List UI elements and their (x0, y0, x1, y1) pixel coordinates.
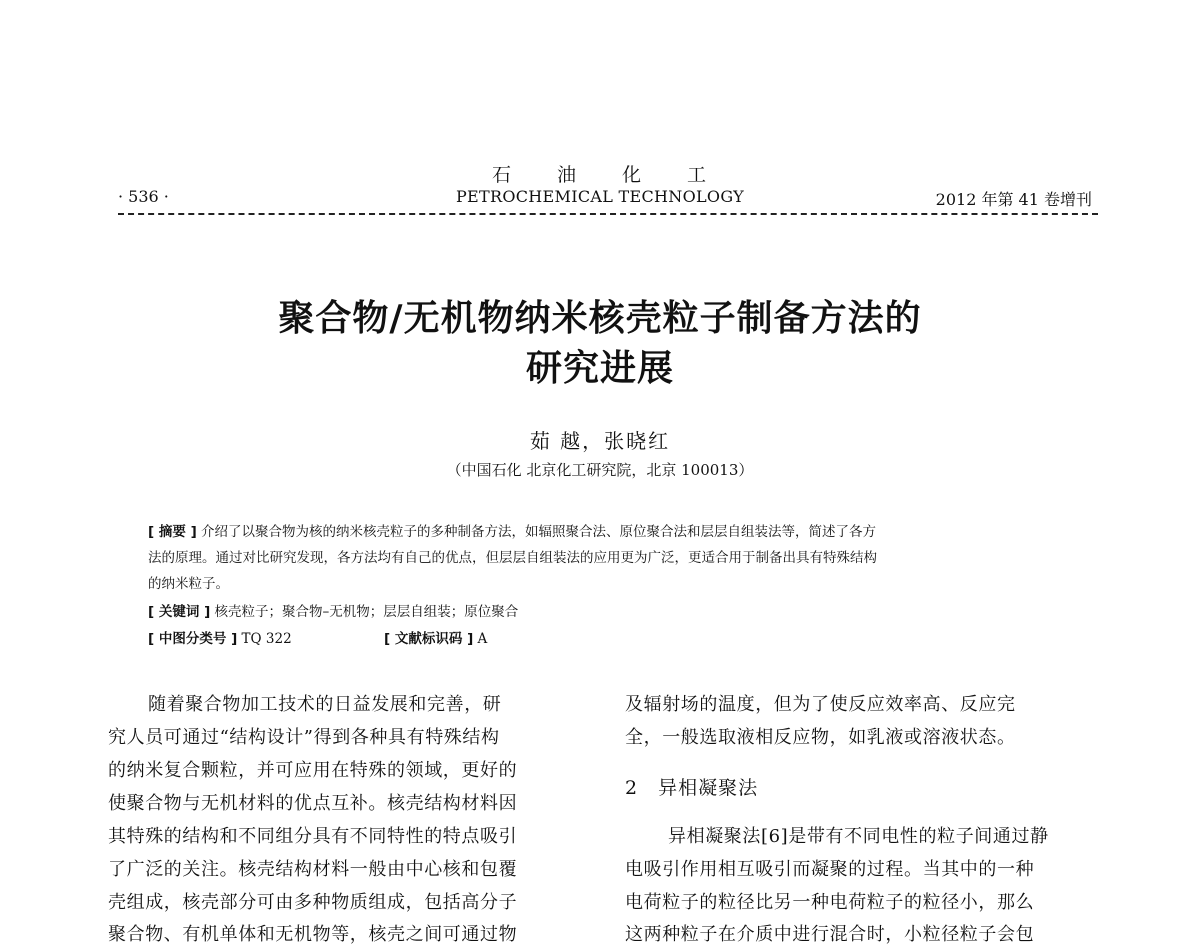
article-title-line-1: 聚合物/无机物纳米核壳粒子制备方法的 (278, 298, 922, 339)
document-code-label: [ 文献标识码 ] (384, 631, 474, 647)
header-rule (118, 213, 1098, 215)
classification-line (148, 627, 292, 647)
body-paragraph-line: 电荷粒子的粒径比另一种电荷粒子的粒径小，那么 (625, 892, 1035, 913)
body-paragraph-line: 随着聚合物加工技术的日益发展和完善，研 (148, 694, 502, 715)
issue-info: 2012 年第 41 卷增刊 (935, 190, 1092, 209)
section-heading: 2 异相凝聚法 (625, 777, 759, 799)
body-paragraph-line: 这两种粒子在介质中进行混合时，小粒径粒子会包 (625, 924, 1035, 945)
authors: 茹 越，张晓红 (529, 429, 671, 453)
keywords-label: [ 关键词 ] (148, 604, 211, 620)
body-paragraph-line: 其特殊的结构和不同组分具有不同特性的特点吸引 (108, 826, 518, 847)
journal-english-name: PETROCHEMICAL TECHNOLOGY (455, 187, 745, 206)
body-paragraph-line: 异相凝聚法[6]是带有不同电性的粒子间通过静 (668, 826, 1049, 847)
document-code-line (384, 627, 487, 647)
classification-number: TQ 322 (241, 631, 292, 647)
body-paragraph-line: 的纳米复合颗粒，并可应用在特殊的领域，更好的 (108, 760, 518, 781)
body-paragraph-line: 使聚合物与无机材料的优点互补。核壳结构材料因 (108, 793, 518, 814)
body-paragraph-line: 聚合物、有机单体和无机物等，核壳之间可通过物 (108, 924, 518, 945)
article-title-line-2: 研究进展 (525, 348, 674, 389)
abstract-line: 法的原理。通过对比研究发现，各方法均有自己的优点，但层层自组装法的应用更为广泛，更适合用于制备出具有特殊结构 (148, 550, 877, 566)
body-paragraph-line: 全，一般选取液相反应物，如乳液或溶液状态。 (625, 727, 1016, 748)
body-paragraph-line: 及辐射场的温度，但为了使反应效率高、反应完 (625, 694, 1016, 715)
abstract-line (148, 520, 876, 540)
body-paragraph-line: 电吸引作用相互吸引而凝聚的过程。当其中的一种 (625, 859, 1035, 880)
affiliation: （中国石化 北京化工研究院，北京 100013） (446, 461, 754, 479)
classification-label: [ 中图分类号 ] (148, 631, 238, 647)
body-paragraph-line: 壳组成，核壳部分可由多种物质组成，包括高分子 (108, 892, 518, 913)
journal-chinese-name: 石 油 化 工 (491, 164, 709, 186)
abstract-label: [ 摘要 ] (148, 524, 197, 540)
body-paragraph-line: 了广泛的关注。核壳结构材料一般由中心核和包覆 (108, 859, 518, 880)
body-paragraph-line: 究人员可通过“结构设计”得到各种具有特殊结构 (108, 727, 500, 748)
keywords-line (148, 600, 518, 620)
abstract-text: 介绍了以聚合物为核的纳米核壳粒子的多种制备方法，如辐照聚合法、原位聚合法和层层自组装法等，简述了各方 (201, 524, 877, 540)
keywords-text: 核壳粒子；聚合物–无机物；层层自组装；原位聚合 (214, 604, 519, 620)
page-number: · 536 · (118, 187, 169, 206)
abstract-line: 的纳米粒子。 (148, 576, 229, 592)
document-code: A (477, 631, 488, 647)
